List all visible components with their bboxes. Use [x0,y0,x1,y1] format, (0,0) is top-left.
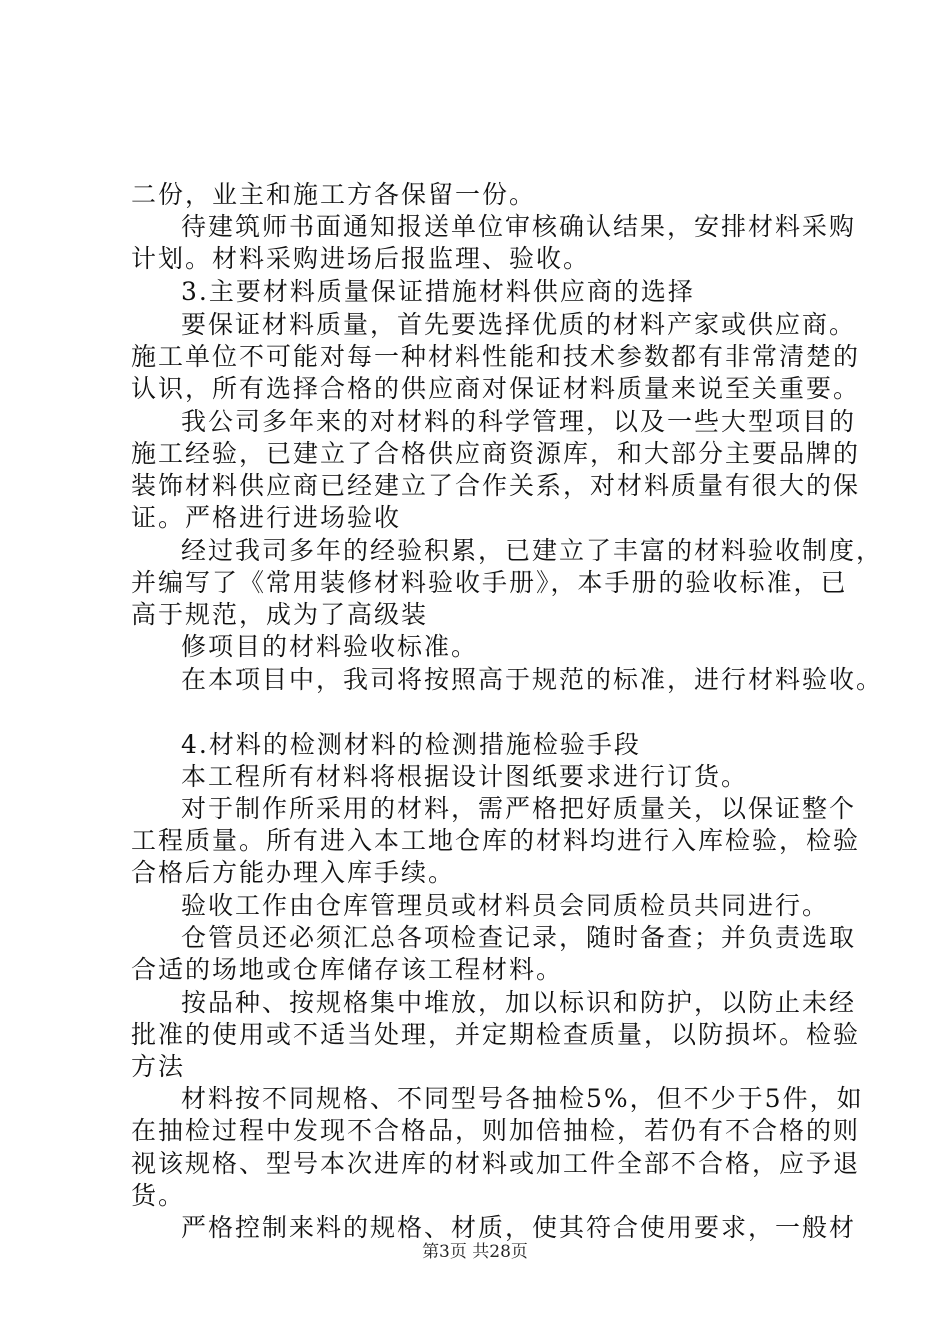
text-line: 待建筑师书面通知报送单位审核确认结果，安排材料采购 [181,212,857,241]
text-line: 合适的场地或仓库储存该工程材料。 [131,955,564,984]
text-line: 并编写了《常用装修材料验收手册》，本手册的验收标准，已 [131,568,848,597]
text-line: 方法 [131,1052,186,1081]
text-line: 材料按不同规格、不同型号各抽检5%，但不少于5件，如 [181,1084,864,1113]
text-line: 仓管员还必须汇总各项检查记录，随时备查；并负责选取 [181,923,857,952]
text-line: 在本项目中，我司将按照高于规范的标准，进行材料验收。 [181,665,884,694]
section-heading: 4.材料的检测材料的检测措施检验手段 [181,730,641,759]
text-line: 在抽检过程中发现不合格品，则加倍抽检，若仍有不合格的则 [131,1116,861,1145]
text-line: 计划。材料采购进场后报监理、验收。 [131,244,591,273]
text-line: 经过我司多年的经验积累，已建立了丰富的材料验收制度， [181,536,884,565]
text-line: 货。 [131,1181,186,1210]
text-line: 按品种、按规格集中堆放，加以标识和防护，以防止未经 [181,988,857,1017]
section-heading: 3.主要材料质量保证措施材料供应商的选择 [181,277,695,306]
text-line: 施工经验，已建立了合格供应商资源库，和大部分主要品牌的 [131,439,861,468]
text-line: 要保证材料质量，首先要选择优质的材料产家或供应商。 [181,310,857,339]
text-line: 高于规范，成为了高级装 [131,600,429,629]
text-line: 修项目的材料验收标准。 [181,632,479,661]
text-line: 验收工作由仓库管理员或材料员会同质检员共同进行。 [181,891,830,920]
text-line: 批准的使用或不适当处理，并定期检查质量，以防损坏。检验 [131,1020,861,1049]
text-line: 对于制作所采用的材料，需严格把好质量关，以保证整个 [181,794,857,823]
text-line: 本工程所有材料将根据设计图纸要求进行订货。 [181,762,749,791]
text-line: 合格后方能办理入库手续。 [131,858,456,887]
text-line: 工程质量。所有进入本工地仓库的材料均进行入库检验，检验 [131,826,861,855]
page-number-footer: 第3页 共28页 [422,1242,528,1262]
text-line: 视该规格、型号本次进库的材料或加工件全部不合格，应予退 [131,1149,861,1178]
text-line: 严格控制来料的规格、材质，使其符合使用要求，一般材 [181,1213,857,1242]
text-line: 我公司多年来的对材料的科学管理，以及一些大型项目的 [181,407,857,436]
text-line: 认识，所有选择合格的供应商对保证材料质量来说至关重要。 [131,374,861,403]
text-line: 施工单位不可能对每一种材料性能和技术参数都有非常清楚的 [131,342,861,371]
text-line: 证。严格进行进场验收 [131,503,402,532]
text-line: 装饰材料供应商已经建立了合作关系，对材料质量有很大的保 [131,471,861,500]
text-line: 二份，业主和施工方各保留一份。 [131,180,537,209]
